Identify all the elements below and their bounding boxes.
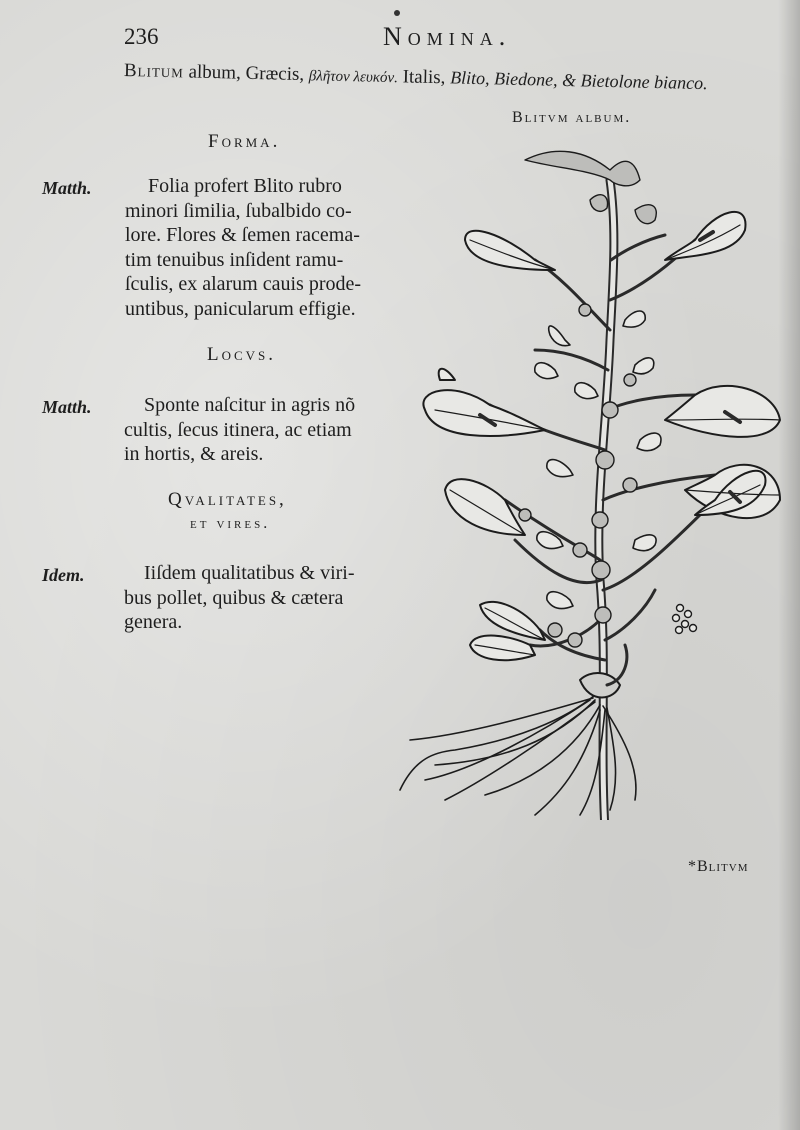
section-heading-qualitates: Qvalitates, — [168, 489, 287, 510]
text-line: Sponte naſcitur in agris nõ — [144, 394, 356, 416]
locus-text — [124, 393, 355, 467]
ink-dot — [394, 10, 400, 16]
catchword: *Blitvm — [688, 858, 749, 875]
entry-title-line — [124, 60, 708, 95]
qualitates-text — [124, 561, 355, 635]
section-heading-vires: et vires. — [190, 515, 271, 532]
page-number: 236 — [124, 24, 159, 49]
page-edge-shadow — [778, 0, 800, 1130]
text-line: lore. Flores & ſemen racema- — [125, 224, 360, 246]
text-line: cultis, ſecus itinera, ac etiam — [124, 418, 352, 441]
margin-note-qualitates: Idem. — [42, 565, 85, 585]
entry-italian-names: Blito, Biedone, & Bietolone bianco. — [449, 67, 708, 94]
section-heading-forma: Forma. — [208, 131, 281, 152]
entry-name: Blitum — [123, 60, 185, 83]
entry-name-rest: album, Græcis, — [183, 61, 310, 86]
blitum-woodcut-illustration — [395, 140, 785, 820]
entry-italian-lead: Italis, — [397, 66, 451, 89]
forma-text — [125, 174, 361, 321]
text-line: Iiſdem qualitatibus & viri- — [144, 562, 355, 584]
text-line: ſculis, ex alarum cauis prode- — [125, 273, 362, 295]
text-line: untibus, panicularum effigie. — [125, 297, 356, 320]
text-line: minori ſimilia, ſubalbido co- — [125, 199, 352, 222]
text-line: genera. — [124, 611, 183, 633]
illustration-caption: Blitvm album. — [512, 109, 632, 126]
text-line: bus pollet, quibus & cætera — [124, 586, 344, 609]
text-line: Folia profert Blito rubro — [148, 175, 342, 197]
entry-greek-name: βλῆτον λευκόν. — [308, 68, 399, 87]
text-line: in hortis, & areis. — [124, 443, 264, 465]
section-heading-locus: Locvs. — [207, 344, 277, 365]
margin-note-forma: Matth. — [42, 178, 92, 198]
running-head: Nomina. — [383, 22, 512, 51]
text-line: tim tenuibus inſident ramu- — [125, 248, 344, 271]
margin-note-locus: Matth. — [42, 397, 92, 417]
